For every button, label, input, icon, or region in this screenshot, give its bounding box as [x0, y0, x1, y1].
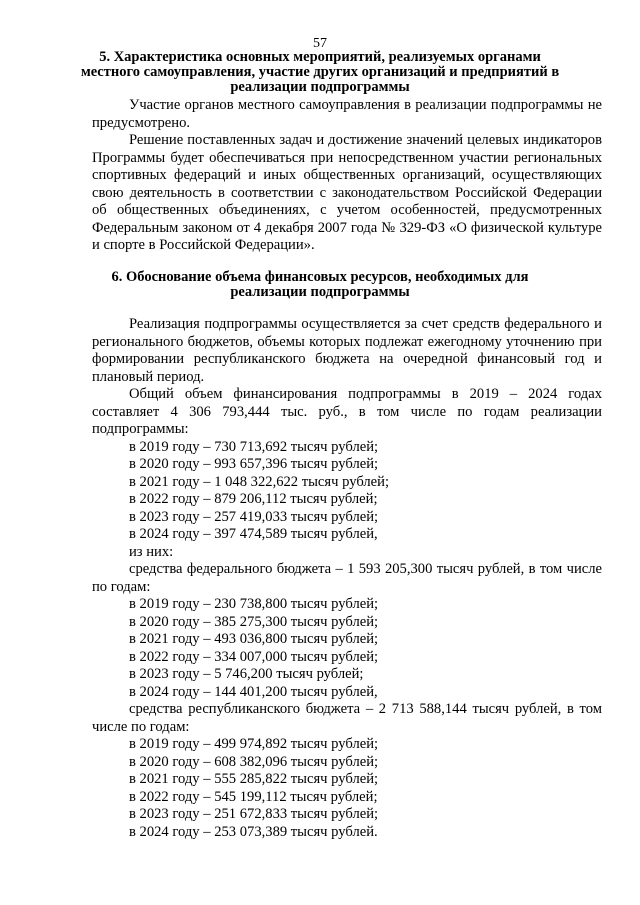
list-item: в 2020 году – 385 275,300 тысяч рублей; — [129, 613, 379, 630]
list-item: в 2021 году – 1 048 322,622 тысяч рублей; — [129, 473, 390, 490]
list-item: в 2019 году – 230 738,800 тысяч рублей; — [129, 596, 379, 612]
list-item: в 2022 году – 879 206,112 тысяч рублей; — [129, 491, 378, 507]
list-item: в 2019 году – 499 974,892 тысяч рублей; — [129, 736, 379, 752]
list-item: в 2022 году – 545 199,112 тысяч рублей; — [129, 788, 378, 805]
list-item: в 2021 году – 493 036,800 тысяч рублей; — [129, 631, 379, 647]
list-item: в 2021 году – 555 285,822 тысяч рублей; — [129, 771, 379, 787]
section-5-body — [92, 97, 602, 255]
list-item: в 2024 году – 397 474,589 тысяч рублей, — [129, 526, 378, 542]
section-5-heading: 5. Характеристика основных мероприятий, реализуемых органами местного самоуправления, участие других организаций и предприятий в реализации подпрограммы — [80, 49, 560, 95]
list-item: в 2024 году – 253 073,389 тысяч рублей. — [129, 823, 378, 840]
paragraph: Решение поставленных задач и достижение значений целевых индикаторов Программы будет обеспечиваться при непосредственном участии региональных спортивных федераций и иных общественных организаций, осуществляющих свою деятельность в соответствии с законодательством Российской Федерации об общественных объединениях, с учетом особенностей, предусмотренных Федеральным законом от 4 декабря 2007 года № 329-ФЗ «О физической культуре и спорте в Российской Федерации». — [92, 132, 602, 253]
list-item: в 2020 году – 993 657,396 тысяч рублей; — [129, 456, 379, 472]
list-item: в 2023 году – 5 746,200 тысяч рублей; — [129, 666, 364, 682]
list-item: в 2019 году – 730 713,692 тысяч рублей; — [129, 438, 379, 455]
of-them-label: из них: — [129, 543, 174, 560]
paragraph: Реализация подпрограммы осуществляется за счет средств федерального и регионального бюджетов, объемы которых подлежат ежегодному уточнению при формировании республиканского бюджета на очередной финансовый год и плановый период. — [92, 316, 602, 385]
section-6-heading: 6. Обоснование объема финансовых ресурсов, необходимых для реализации подпрограммы — [111, 269, 529, 300]
list-item: в 2024 году – 144 401,200 тысяч рублей, — [129, 683, 378, 700]
list-item: в 2022 году – 334 007,000 тысяч рублей; — [129, 648, 379, 665]
paragraph: Участие органов местного самоуправления в реализации подпрограммы не предусмотрено. — [92, 97, 602, 131]
list-item: в 2023 году – 257 419,033 тысяч рублей; — [129, 508, 379, 525]
list-item: в 2020 году – 608 382,096 тысяч рублей; — [129, 753, 379, 770]
paragraph: Общий объем финансирования подпрограммы в 2019 – 2024 годах составляет 4 306 793,444 тыс. руб., в том числе по годам реализации подпрограммы: — [92, 386, 602, 437]
page-number: 57 — [313, 36, 327, 51]
section-6-body — [92, 316, 602, 841]
federal-intro: средства федерального бюджета – 1 593 205,300 тысяч рублей, в том числе по годам: — [92, 561, 602, 595]
republic-intro: средства республиканского бюджета – 2 713 588,144 тысяч рублей, в том числе по годам: — [92, 701, 602, 735]
list-item: в 2023 году – 251 672,833 тысяч рублей; — [129, 806, 379, 822]
